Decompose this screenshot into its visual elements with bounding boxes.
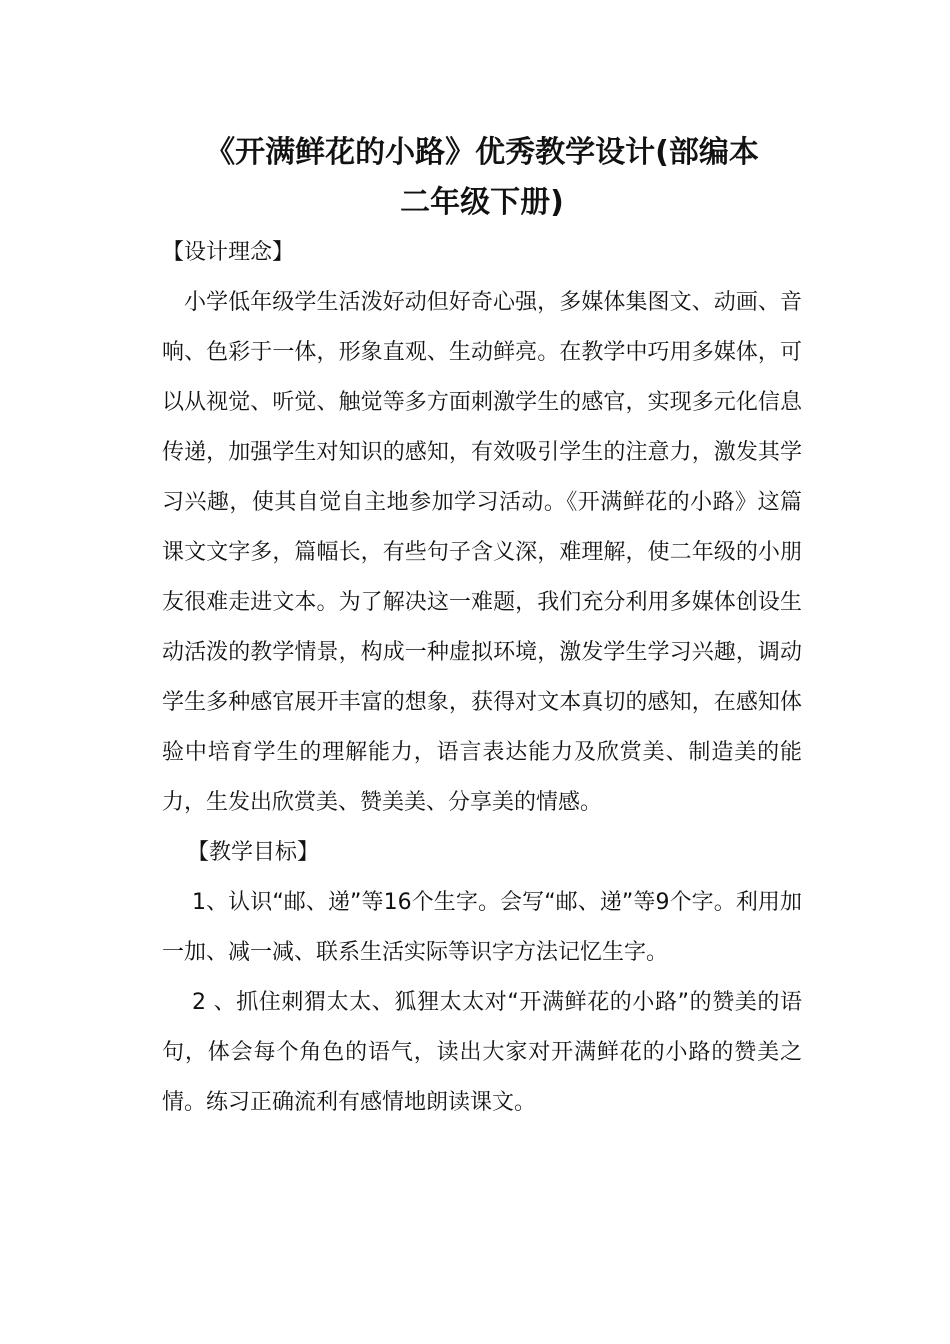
- section-heading-teaching-goals: 【教学目标】: [187, 840, 320, 865]
- teaching-goal-2: 2 、抓住刺猬太太、狐狸太太对“开满鲜花的小路”的赞美的语句，体会每个角色的语气，读出大家对开满鲜花的小路的赞美之情。练习正确流利有感情地朗读课文。: [162, 990, 802, 1115]
- section-heading-design-concept: 【设计理念】: [162, 240, 295, 265]
- document-title: [142, 128, 822, 228]
- title-line-2: 二年级下册): [400, 185, 564, 220]
- teaching-goal-1: 1、认识“邮、递”等16个生字。会写“邮、递”等9个字。利用加一加、减一减、联系生活实际等识字方法记忆生字。: [162, 890, 802, 965]
- document-page: [162, 128, 802, 1128]
- title-line-1: 《开满鲜花的小路》优秀教学设计(部编本: [205, 135, 759, 170]
- design-concept-paragraph: 小学低年级学生活泼好动但好奇心强，多媒体集图文、动画、音响、色彩于一体，形象直观、生动鲜亮。在教学中巧用多媒体，可以从视觉、听觉、触觉等多方面刺激学生的感官，实现多元化信息传递，加强学生对知识的感知，有效吸引学生的注意力，激发其学习兴趣，使其自觉自主地参加学习活动。《开满鲜花的小路》这篇课文文字多，篇幅长，有些句子含义深，难理解，使二年级的小朋友很难走进文本。为了解决这一难题，我们充分利用多媒体创设生动活泼的教学情景，构成一种虚拟环境，激发学生学习兴趣，调动学生多种感官展开丰富的想象，获得对文本真切的感知，在感知体验中培育学生的理解能力，语言表达能力及欣赏美、制造美的能力，生发出欣赏美、赞美美、分享美的情感。: [162, 290, 802, 815]
